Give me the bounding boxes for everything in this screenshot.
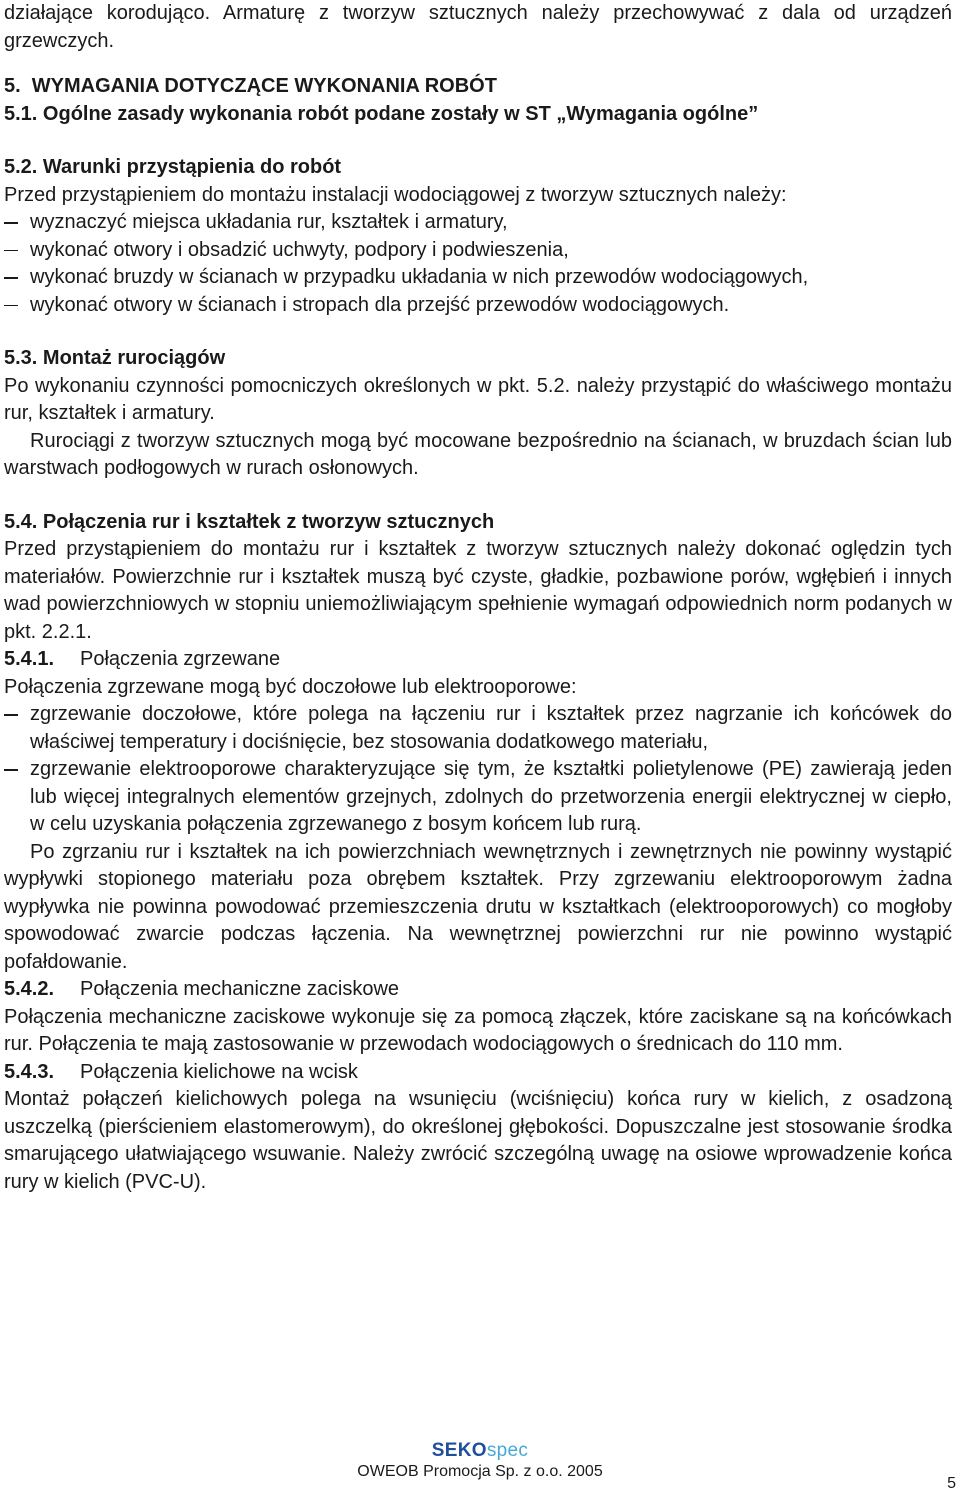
section-5-4-paragraph: Przed przystąpieniem do montażu rur i kształtek z tworzyw sztucznych należy dokonać oględzin tych materiałów. Powierzchnie rur i kształtek muszą być czyste, gładkie, pozbawione porów, wgłębień i innych wad powierzchniowych w stopniu uniemożliwiającym spełnienie wymagań odpowiednich norm podanych w pkt. 2.2.1. [4, 538, 952, 643]
list-item: wykonać otwory i obsadzić uchwyty, podpory i podwieszenia, [4, 237, 952, 265]
section-5-3-paragraph-2: Rurociągi z tworzyw sztucznych mogą być mocowane bezpośrednio na ścianach, w bruzdach ścian lub warstwach podłogowych w rurach osłonowych. [4, 429, 952, 479]
section-5-2-list [4, 209, 952, 319]
section-5-4-3-heading: 5.4.3. Połączenia kielichowe na wcisk [4, 1060, 358, 1083]
page-number: 5 [947, 1475, 956, 1492]
section-5-4-3-paragraph: Montaż połączeń kielichowych polega na wsunięciu (wciśnięciu) końca rury w kielich, z osadzoną uszczelką (pierścieniem elastomerowym), do określonej głębokości. Dopuszczalne jest stosowanie środka smarującego ułatwiającego wsuwanie. Należy zwrócić szczególną uwagę na osiowe wprowadzenie końca rury w kielich (PVC-U). [4, 1088, 952, 1193]
list-item: zgrzewanie doczołowe, które polega na łączeniu rur i kształtek przez nagrzanie ich końcówek do właściwej temperatury i dociśnięcie, bez stosowania dodatkowego materiału, [4, 701, 952, 756]
section-5-4-heading: 5.4. Połączenia rur i kształtek z tworzyw sztucznych [4, 510, 495, 533]
intro-paragraph: działające korodująco. Armaturę z tworzyw sztucznych należy przechowywać z dala od urządzeń grzewczych. [4, 2, 952, 52]
section-5-3-heading: 5.3. Montaż rurociągów [4, 347, 226, 369]
sekospec-logo: SEKOspec [431, 1440, 529, 1461]
section-5-4-1-heading: 5.4.1. Połączenia zgrzewane [4, 648, 281, 670]
document-page [4, 0, 952, 1196]
section-5-2-intro: Przed przystąpieniem do montażu instalacji wodociągowej z tworzyw sztucznych należy: [4, 183, 787, 206]
list-item: wykonać bruzdy w ścianach w przypadku układania w nich przewodów wodociągowych, [4, 264, 952, 292]
list-item: wykonać otwory w ścianach i stropach dla przejść przewodów wodociągowych. [4, 292, 952, 320]
list-item: wyznaczyć miejsca układania rur, kształtek i armatury, [4, 209, 952, 237]
section-5-4-1-paragraph: Po zgrzaniu rur i kształtek na ich powierzchniach wewnętrznych i zewnętrznych nie powinny wystąpić wypływki stopionego materiału poza obrębem kształtek. Przy zgrzewaniu elektrooporowym żadna wypływka nie powinna powodować przemieszczenia drutu w kształtkach (elektrooporowych) co mogłoby spowodować zwarcie podczas łączenia. Na wewnętrznej powierzchni rur nie powinno wystąpić pofałdowanie. [4, 840, 952, 973]
section-5-4-1-intro: Połączenia zgrzewane mogą być doczołowe lub elektrooporowe: [4, 675, 577, 698]
section-5-4-2-paragraph: Połączenia mechaniczne zaciskowe wykonuje się za pomocą złączek, które zaciskane są na końcówkach rur. Połączenia te mają zastosowanie w przewodach wodociągowych o średnicach do 110 mm. [4, 1005, 952, 1055]
footer-company-text: OWEOB Promocja Sp. z o.o. 2005 [357, 1463, 603, 1480]
section-5-4-1-list [4, 701, 952, 839]
list-item: zgrzewanie elektrooporowe charakteryzujące się tym, że kształtki polietylenowe (PE) zawierają jeden lub więcej integralnych elementów grzejnych, zdolnych do przetworzenia energii elektrycznej w ciepło, w celu uzyskania połączenia zgrzewanego z bosym końcem lub rurą. [4, 756, 952, 839]
section-5-4-2-heading: 5.4.2. Połączenia mechaniczne zaciskowe [4, 978, 400, 1000]
page-footer [0, 1440, 960, 1482]
section-5-heading: 5. WYMAGANIA DOTYCZĄCE WYKONANIA ROBÓT [4, 75, 497, 97]
section-5-3-paragraph-1: Po wykonaniu czynności pomocniczych określonych w pkt. 5.2. należy przystąpić do właściwego montażu rur, kształtek i armatury. [4, 374, 952, 424]
section-5-1-heading: 5.1. Ogólne zasady wykonania robót podane zostały w ST „Wymagania ogólne” [4, 102, 759, 125]
section-5-2-heading: 5.2. Warunki przystąpienia do robót [4, 156, 342, 178]
